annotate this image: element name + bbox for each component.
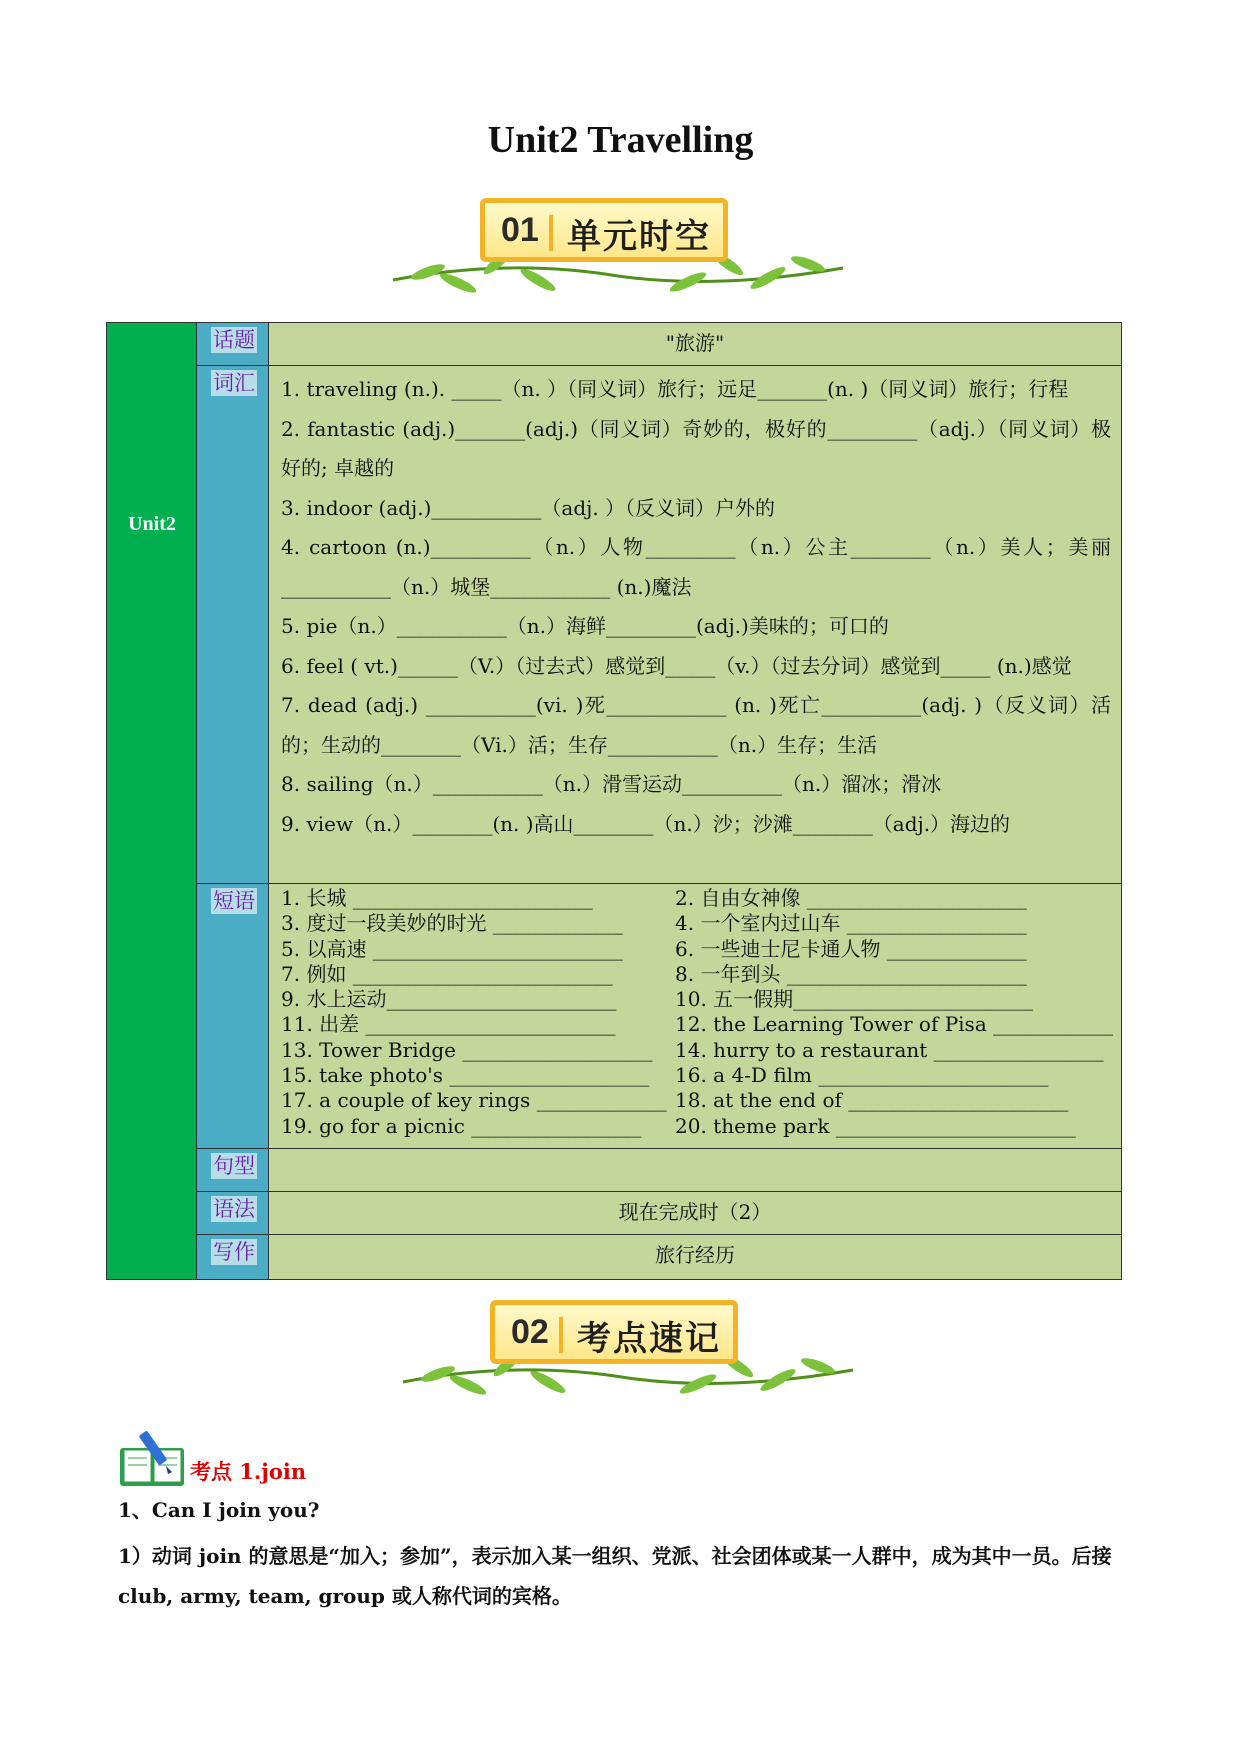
vocab-item: 2. fantastic (adj.)_______(adj.)（同义词）奇妙的，极好的_________（adj.）（同义词）极好的; 卓越的 bbox=[281, 416, 1111, 480]
phrase-row bbox=[281, 937, 1111, 962]
category-column bbox=[197, 323, 269, 1279]
phrase-row bbox=[281, 911, 1111, 936]
vocab-item: 6. feel ( vt.)______（V.）（过去式）感觉到_____（v.）（过去分词）感觉到_____ (n.)感觉 bbox=[281, 653, 1072, 678]
section-banner-key-points bbox=[398, 1300, 858, 1400]
banner-label: 考点速记 bbox=[577, 1319, 721, 1359]
phrase-item: 9. 水上运动_______________________ bbox=[281, 987, 617, 1012]
content-column bbox=[269, 323, 1121, 1279]
banner-plaque bbox=[480, 198, 728, 262]
phrase-item: 2. 自由女神像 ______________________ bbox=[675, 886, 1027, 910]
writing-cell: 旅行经历 bbox=[655, 1243, 735, 1267]
phrase-row bbox=[281, 1038, 1111, 1063]
row-label-writing: 写作 bbox=[213, 1240, 255, 1264]
unit-label: Unit2 bbox=[128, 513, 176, 535]
phrase-item: 18. at the end of ______________________ bbox=[675, 1088, 1069, 1113]
phrase-item: 19. go for a picnic _________________ bbox=[281, 1113, 642, 1138]
phrase-item: 20. theme park ________________________ bbox=[675, 1113, 1076, 1138]
vocab-item: 9. view（n.）________(n. )高山________（n.）沙；沙滩________（adj.）海边的 bbox=[281, 811, 1011, 836]
row-label-vocab: 词汇 bbox=[197, 366, 269, 884]
page-title: Unit2 Travelling bbox=[487, 119, 754, 161]
phrase-item: 8. 一年到头 ________________________ bbox=[675, 961, 1027, 986]
phrase-item: 3. 度过一段美妙的时光 _____________ bbox=[281, 911, 623, 936]
vocab-cell bbox=[269, 366, 1121, 884]
banner-plaque bbox=[490, 1300, 738, 1364]
phrase-row bbox=[281, 1088, 1111, 1113]
vocab-item: 7. dead (adj.) ___________(vi. )死____________ (n. )死亡__________(adj. )（反义词）活的；生动的________（Vi.）活；生存___________（n.）生存；生活 bbox=[281, 693, 1111, 757]
row-label-sentences: 句型 bbox=[197, 1149, 269, 1192]
row-label-grammar: 语法 bbox=[197, 1192, 269, 1235]
phrase-row bbox=[281, 886, 1111, 911]
phrase-item: 10. 五一假期________________________ bbox=[675, 987, 1034, 1012]
phrase-item: 4. 一个室内过山车 __________________ bbox=[675, 911, 1027, 936]
phrase-item: 5. 以高速 _________________________ bbox=[281, 936, 623, 961]
phrase-item: 16. a 4-D film _______________________ bbox=[675, 1063, 1049, 1088]
explanation-paragraph: 1）动词 join 的意思是“加入；参加”，表示加入某一组织、党派、社会团体或某一人群中，成为其中一员。后接 club, army, team, group 或人称代词的宾格。 bbox=[118, 1544, 1112, 1608]
banner-number: 02 bbox=[511, 1313, 549, 1351]
phrase-item: 7. 例如 __________________________ bbox=[281, 961, 613, 986]
banner-number: 01 bbox=[501, 211, 539, 249]
banner-label: 单元时空 bbox=[567, 217, 711, 257]
phrase-item: 14. hurry to a restaurant _________________ bbox=[675, 1037, 1104, 1062]
phrase-row bbox=[281, 1114, 1111, 1139]
topic-cell: "旅游" bbox=[269, 323, 1121, 366]
phrase-item: 11. 出差 _________________________ bbox=[281, 1012, 616, 1037]
example-sentence: 1、Can I join you? bbox=[118, 1498, 320, 1522]
vocab-item: 8. sailing（n.）___________（n.）滑雪运动__________（n.）溜冰；滑冰 bbox=[281, 772, 942, 796]
phrase-row bbox=[281, 1012, 1114, 1037]
vocab-item: 5. pie（n.）___________（n.）海鲜_________(adj.)美味的；可口的 bbox=[281, 614, 889, 638]
vocab-item: 3. indoor (adj.)___________（adj. ）（反义词）户外的 bbox=[281, 495, 776, 520]
key-point-title: 考点 1.join bbox=[190, 1459, 307, 1484]
book-pen-icon bbox=[118, 1428, 190, 1488]
phrase-item: 1. 长城 ________________________ bbox=[281, 886, 593, 910]
phrase-item: 15. take photo's ____________________ bbox=[281, 1063, 650, 1088]
unit-overview-table bbox=[106, 322, 1122, 1280]
vocab-item: 1. traveling (n.). _____（n. ）（同义词）旅行；远足_______(n. )（同义词）旅行；行程 bbox=[281, 377, 1069, 401]
phrase-row bbox=[281, 1063, 1111, 1088]
vocab-list bbox=[281, 370, 1111, 844]
unit-column bbox=[107, 323, 197, 1279]
phrases-cell bbox=[269, 884, 1121, 1149]
phrase-item: 17. a couple of key rings _____________ bbox=[281, 1088, 667, 1113]
phrase-item: 6. 一些迪士尼卡通人物 ______________ bbox=[675, 936, 1027, 961]
phrase-row bbox=[281, 987, 1111, 1012]
grammar-cell: 现在完成时（2） bbox=[269, 1192, 1121, 1235]
phrase-row bbox=[281, 962, 1111, 987]
vocab-item: 4. cartoon (n.)__________（n.）人物_________（n.）公主________（n.）美人；美丽___________（n.）城堡____________ (n.)魔法 bbox=[281, 535, 1111, 599]
sentences-cell bbox=[269, 1149, 1121, 1192]
row-label-topic: 话题 bbox=[197, 323, 269, 366]
section-banner-unit-overview bbox=[388, 198, 848, 298]
phrase-item: 13. Tower Bridge ___________________ bbox=[281, 1037, 653, 1062]
phrase-list bbox=[281, 886, 1114, 1139]
row-label-phrases: 短语 bbox=[197, 884, 269, 1149]
phrase-item: 12. the Learning Tower of Pisa ____________ bbox=[675, 1012, 1114, 1037]
